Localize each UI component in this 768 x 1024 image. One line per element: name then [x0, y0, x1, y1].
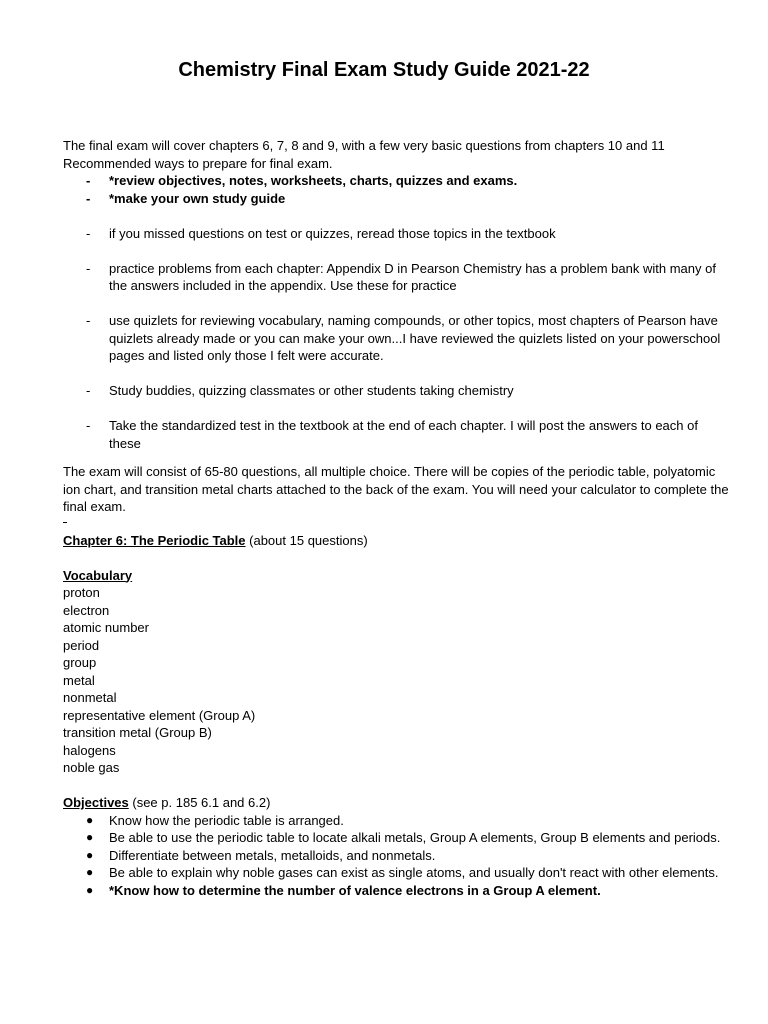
list-item: metal [63, 672, 95, 688]
list-item [63, 864, 733, 882]
list-item: group [63, 655, 97, 670]
list-item: transition metal (Group B) [63, 725, 212, 740]
list-item: nonmetal [63, 690, 117, 705]
prep-list [63, 225, 733, 453]
objective-4: Be able to explain why noble gases can exist as single atoms, and usually don't react with other elements. [109, 865, 719, 880]
dash-marker: - [86, 260, 91, 276]
intro-line-1: The final exam will cover chapters 6, 7, 8 and 9, with a few very basic questions from chapters 10 and 11 [63, 138, 665, 153]
prep-bold-1: *review objectives, notes, worksheets, charts, quizzes and exams. [109, 173, 518, 188]
bullet-marker: ● [86, 812, 94, 827]
chapter-6-heading: Chapter 6: The Periodic Table [63, 532, 246, 548]
dash-marker: - [86, 383, 91, 398]
dash-marker: - [86, 418, 91, 433]
list-item [63, 812, 733, 830]
list-item: electron [63, 602, 110, 618]
list-item [63, 190, 733, 208]
stray-underline [63, 522, 733, 532]
prep-item-5: Take the standardized test in the textbook at the end of each chapter. I will post the answers to each of these [109, 418, 698, 451]
list-item [63, 260, 733, 295]
dash-marker: - [86, 225, 91, 241]
objectives-heading-line [63, 794, 733, 812]
prep-item-2: practice problems from each chapter: Appendix D in Pearson Chemistry has a problem bank with many of the answers included in the appendix. Use these for practice [109, 260, 716, 293]
prep-bold-list [63, 172, 733, 207]
objectives-note: (see p. 185 6.1 and 6.2) [128, 795, 271, 810]
objectives-heading: Objectives [63, 795, 129, 810]
dash-marker: - [86, 190, 91, 206]
list-item: atomic number [63, 620, 149, 635]
dash-marker: - [86, 173, 91, 188]
vocabulary-heading: Vocabulary [63, 567, 133, 583]
chapter-6-heading-line [63, 532, 733, 550]
list-item: noble gas [63, 760, 120, 775]
bullet-marker: ● [86, 847, 94, 862]
intro-line-2: Recommended ways to prepare for final exam. [63, 155, 333, 171]
document-title: Chemistry Final Exam Study Guide 2021-22 [178, 59, 590, 81]
list-item [63, 312, 733, 365]
prep-bold-2: *make your own study guide [109, 190, 286, 206]
objective-1: Know how the periodic table is arranged. [109, 812, 344, 828]
list-item [63, 417, 733, 452]
vocabulary-list [63, 584, 733, 777]
list-item [63, 382, 733, 400]
list-item: halogens [63, 742, 116, 758]
bullet-marker: ● [86, 882, 94, 897]
list-item [63, 847, 733, 865]
document-body [63, 137, 733, 899]
bullet-marker: ● [86, 830, 94, 844]
list-item [63, 882, 733, 900]
objective-5: *Know how to determine the number of valence electrons in a Group A element. [109, 882, 601, 898]
bullet-marker: ● [86, 865, 94, 879]
list-item: period [63, 637, 100, 653]
prep-item-1: if you missed questions on test or quizzes, reread those topics in the textbook [109, 225, 556, 241]
objectives-list [63, 812, 733, 900]
objective-2: Be able to use the periodic table to locate alkali metals, Group A elements, Group B elements and periods. [109, 830, 721, 845]
list-item: proton [63, 585, 100, 600]
prep-item-4: Study buddies, quizzing classmates or other students taking chemistry [109, 383, 514, 398]
vocab-heading-line [63, 567, 733, 585]
objective-3: Differentiate between metals, metalloids, and nonmetals. [109, 847, 436, 863]
list-item: representative element (Group A) [63, 707, 256, 723]
list-item [63, 172, 733, 190]
exam-paragraph: The exam will consist of 65-80 questions, all multiple choice. There will be copies of the periodic table, polyatomic ion chart, and transition metal charts attached to the back of the exam. You will need your calculator to complete the final exam. [63, 464, 729, 514]
dash-marker: - [86, 313, 91, 328]
list-item [63, 225, 733, 243]
list-item [63, 829, 733, 847]
prep-item-3: use quizlets for reviewing vocabulary, naming compounds, or other topics, most chapters of Pearson have quizlets already made or you can make your own...I have reviewed the quizlets listed on your powerschool pages and listed only those I felt were accurate. [109, 313, 721, 363]
chapter-6-note: (about 15 questions) [245, 532, 368, 548]
